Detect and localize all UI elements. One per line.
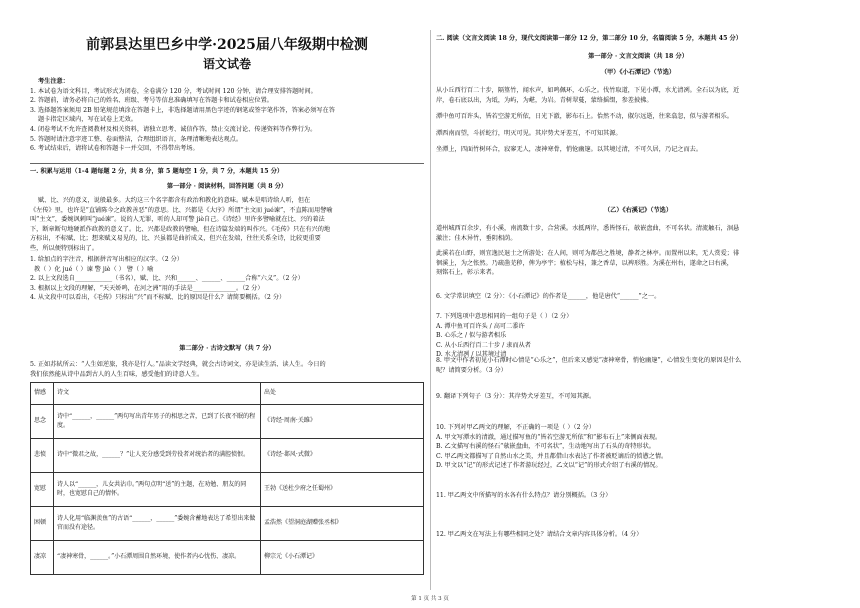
question-7 bbox=[436, 312, 840, 360]
jia-text bbox=[436, 86, 840, 155]
yi-title: （乙）《右溪记》（节选） bbox=[603, 207, 673, 214]
question-7-option: B. 心乐之 / 似与游者相乐 bbox=[436, 332, 507, 340]
table-row bbox=[31, 507, 424, 541]
yi-line: 激注；佳木异竹，垂阴相荫。 bbox=[436, 234, 517, 242]
table-header: 出处 bbox=[261, 383, 424, 405]
notice-line: 1. 本试卷为语文科目，考试形式为闭卷，全卷满分 120 分，考试时间 120 分钟，请合理安排答题时间。 bbox=[30, 87, 317, 95]
table-row bbox=[31, 439, 424, 473]
yi-text bbox=[436, 224, 840, 278]
jia-line: 岸，卷石底以出，为坻，为屿，为嵁，为岩。青树翠蔓，蒙络摇缀，参差披拂。 bbox=[436, 96, 653, 104]
question-10-option: C. 甲乙两文都描写了自然山水之美，并且都借山水表达了作者被贬谪后的愤懑之情。 bbox=[436, 452, 668, 460]
poem-table bbox=[30, 382, 424, 575]
question-7-stem: 7. 下列选项中意思相同的一组句子是（ ）（2 分） bbox=[436, 313, 573, 320]
table-header: 情感 bbox=[31, 383, 54, 405]
notice-line: 3. 选择题答案须用 2B 铅笔规范填涂在答题卡上，非选择题请用黑色字迹的钢笔或签字笔作答，答案必须写在答 bbox=[30, 106, 335, 114]
passage-line: 些，所以便特别标出了。 bbox=[30, 244, 99, 252]
exam-title: 前郭县达里巴乡中学·2025届八年级期中检测 bbox=[86, 37, 368, 53]
jia-title: （甲）《小石潭记》（节选） bbox=[600, 69, 676, 76]
section1-title: 一. 积累与运用（1-4 题每题 2 分，共 8 分，第 5 题每空 1 分，共 7 分，本题共 15 分） bbox=[30, 168, 284, 175]
table-cell-emotion: 凄凉 bbox=[31, 541, 54, 575]
question-8 bbox=[436, 356, 840, 375]
classical-part-title: 第一部分 · 文言文阅读（共 18 分） bbox=[588, 53, 688, 60]
table-cell-source: 孟浩然《望洞庭湖赠张丞相》 bbox=[261, 507, 424, 541]
table-cell-text: 诗中“微君之故，______？”让人充分感受到劳役者对统治者的满腔愤恨。 bbox=[54, 439, 261, 473]
question-10-option: B. 乙文描写右溪的怪石“欹嵌盘曲，不可名状”，生动地写出了石头的奇特形状。 bbox=[436, 443, 655, 451]
passage-line: 下，断章断句地硬派作政教的意义了。比、兴都是政教的譬喻，但在诗篇发端的叫作兴。《毛传》只在有兴的地 bbox=[30, 225, 331, 233]
notice-block bbox=[30, 77, 424, 154]
question-10-option: A. 甲文写潭水的清澈，通过描写鱼的“皆若空游无所依”和“影布石上”来侧面表现。 bbox=[436, 433, 662, 441]
notice-line: 4. 闭卷考试不允许查阅教材及相关资料，请独立思考、诚信作答，禁止交流讨论、传递资料等作弊行为。 bbox=[30, 125, 317, 133]
part2-title: 第二部分 · 古诗文默写（共 7 分） bbox=[179, 345, 275, 352]
table-cell-text: 诗中“______，______”两句写出青年男子的相思之苦，已到了长夜不眠的程度。 bbox=[54, 405, 261, 439]
table-cell-text: 诗人以“______，儿女共沾巾。”两句点明“送”的主题，在劝勉、朋友的同时，也宽慰自己的情怀。 bbox=[54, 473, 261, 507]
question-7-option: D. 水尤清冽 / 以其境过清 bbox=[436, 351, 507, 359]
table-cell-source: 《诗经·周南·关雎》 bbox=[261, 405, 424, 439]
question-8-line: 呢？请简要分析。（3 分） bbox=[436, 366, 507, 374]
notice-line: 题卡指定区域内，写在试卷上无效。 bbox=[38, 116, 137, 124]
passage-line: 《左传》里，也许是“直铺陈今之政教善恶”的意思。比、兴都是《大序》所谓“主文而 jué谏”，不直陈而用譬喻 bbox=[30, 206, 333, 214]
question-5 bbox=[30, 360, 424, 379]
section2-title: 二. 阅读（文言文阅读 18 分，现代文阅读第一部分 12 分，第二部分 10 分，名篇阅读 5 分，本题共 45 分） bbox=[436, 35, 742, 42]
table-cell-text: 诗人化用“临渊羡鱼”的古语“______，______”委婉含蓄地表达了希望出来做官而没有途径。 bbox=[54, 507, 261, 541]
question-1-pinyin: 教（ ）化 jué（ ）谏 警 jiè（ ） 譬（ ）喻 bbox=[34, 265, 154, 273]
yi-line: 道州城西百余步，有小溪，南流数十步，合营溪。水抵两岸，悉皆怪石，欹嵌盘曲，不可名状。清流触石，洄悬 bbox=[436, 225, 740, 232]
question-11: 11. 甲乙两文中所描写的水各有什么特点？请分别概括。（3 分） bbox=[436, 492, 612, 499]
question-5-line: 5. 正如苏轼所云：“人生如逆旅，我亦是行人。”品读文学经典，就会古诗词文，亦是读生活、读人生。今日的 bbox=[30, 361, 326, 368]
table-row bbox=[31, 541, 424, 575]
table-cell-source: 柳宗元《小石潭记》 bbox=[261, 541, 424, 575]
question-1: 1. 给加点的字注音，根据拼音写出相应的汉字。（2 分） bbox=[30, 256, 183, 263]
table-cell-source: 《诗经·邶风·式微》 bbox=[261, 439, 424, 473]
question-4: 4. 从文段中可以看出，《毛传》只标出“兴”而不标赋、比的原因是什么？请简要概括。（2 分） bbox=[30, 294, 286, 302]
notice-line: 5. 答题时请注意字迹工整、卷面整洁，合理组织语言，条理清晰地表达观点。 bbox=[30, 135, 243, 143]
question-8-line: 8. 甲文中作者初见小石潭时心情是“心乐之”，但后来又感觉“凄神寒骨，悄怆幽邃”，心情发生变化的原因是什么 bbox=[436, 357, 742, 364]
table-cell-emotion: 宽慰 bbox=[31, 473, 54, 507]
question-7-option: A. 潭中鱼可百许头 / 高可二黍许 bbox=[436, 322, 525, 330]
question-2: 2. 以上文段选自____________（书名），赋、比、兴和______、______、______合称“六义”。（2 分） bbox=[30, 275, 304, 283]
table-cell-source: 王勃《送杜少府之任蜀州》 bbox=[261, 473, 424, 507]
question-10-option: D. 甲文以“记”的形式记述了作者游玩经过，乙文以“记”的形式介绍了右溪的情况。 bbox=[436, 462, 662, 470]
question-7-option: C. 从小丘西行百二十步 / 隶而从者 bbox=[436, 341, 531, 349]
table-row bbox=[31, 405, 424, 439]
question-10 bbox=[436, 423, 840, 471]
page-footer: 第 1 页 共 3 页 bbox=[411, 596, 449, 602]
passage-line: 方标出，不标赋、比；想来赋义易见的，比、兴虽都是曲折成义，但兴在发端，往往关系全诗，比较更重要 bbox=[30, 235, 321, 243]
question-12: 12. 甲乙两文在写法上有哪些相同之处？请结合文章内容具体分析。（4 分） bbox=[436, 531, 643, 538]
jia-line: 从小丘西行百二十步，隔篁竹，闻水声，如鸣佩环，心乐之。伐竹取道，下见小潭，水尤清冽。全石以为底，近 bbox=[436, 87, 740, 94]
table-cell-text: “凄神寒骨，______。”小石潭周围自然环境，使作者内心忧伤、凄凉。 bbox=[54, 541, 261, 575]
table-cell-emotion: 思念 bbox=[31, 405, 54, 439]
jia-line: 潭中鱼可百许头，皆若空游无所依，日光下澈，影布石上。佁然不动，俶尔远逝，往来翕忽，似与游者相乐。 bbox=[436, 113, 733, 121]
table-cell-emotion: 悲愤 bbox=[31, 439, 54, 473]
part1-title: 第一部分 · 阅读材料，回答问题（共 8 分） bbox=[166, 183, 288, 190]
jia-line: 潭西南而望，斗折蛇行，明灭可见。其岸势犬牙差互，不可知其源。 bbox=[436, 129, 622, 137]
table-row bbox=[31, 473, 424, 507]
question-10-stem: 10. 下列对甲乙两文的理解，不正确的一项是（ ）（2 分） bbox=[436, 424, 595, 431]
table-header: 诗文 bbox=[54, 383, 261, 405]
yi-line: 徊溪上，为之怅然。乃疏凿芜秽，俾为亭宇；植松与桂，兼之香草，以裨形胜。为溪在州右，遂命之曰右溪， bbox=[436, 259, 733, 267]
questions-1-4 bbox=[30, 255, 424, 303]
column-divider bbox=[430, 30, 431, 590]
notice-title: 考生注意： bbox=[38, 78, 69, 85]
notice-line: 2. 答题前，请务必将自己的姓名、班级、考号等信息准确填写在答题卡和试卷相应位置。 bbox=[30, 97, 273, 105]
jia-line: 坐潭上，四面竹树环合，寂寥无人，凄神寒骨，悄怆幽邃。以其境过清，不可久居，乃记之而去。 bbox=[436, 146, 703, 154]
passage-line: 叫“主文”，委婉讽刺叫“jué谏”。说的人无罪，听的人却可警 jiè自己。《诗经》里许多譬喻就在比、兴的着法 bbox=[30, 216, 325, 224]
passage-line: 赋、比、兴的意义，说般最多。大约这三个名字都含有政治和教化的意味。赋本是唱诗给人听，但在 bbox=[38, 197, 311, 204]
question-3: 3. 根据以上文段的理解，“天天娇鸣，在河之洲”用的手法是______________。（2 分） bbox=[30, 284, 264, 292]
question-6: 6. 文学常识填空（2 分）：《小石潭记》的作者是______，他是唐代“______”之一。 bbox=[436, 293, 661, 300]
exam-subtitle: 语文试卷 bbox=[202, 57, 251, 71]
question-5-line: 我们依然能从诗中品到古人的人生百味，感受他们的诗意人生。 bbox=[30, 370, 204, 378]
yi-line: 刻铭石上，彰示来者。 bbox=[436, 269, 498, 277]
question-9: 9. 翻译下列句子（3 分）：其岸势犬牙差互，不可知其源。 bbox=[436, 393, 596, 400]
table-cell-emotion: 困顿 bbox=[31, 507, 54, 541]
notice-line: 6. 考试结束后，请将试卷和答题卡一并交回，不得带出考场。 bbox=[30, 145, 199, 153]
section-rule bbox=[30, 163, 424, 164]
reading-passage bbox=[30, 196, 424, 254]
yi-line: 此溪若在山野，则宜逸民退士之所游处；在人间，则可为都邑之胜境，静者之林亭。而置州以来，无人赏爱；徘 bbox=[436, 250, 740, 258]
